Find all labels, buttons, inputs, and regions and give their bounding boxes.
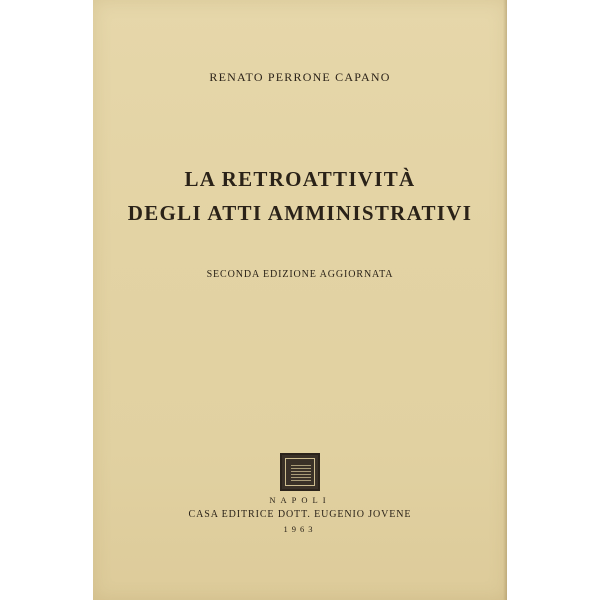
edition-note: SECONDA EDIZIONE AGGIORNATA xyxy=(206,269,394,280)
book-cover xyxy=(93,0,507,600)
title-line-2: DEGLI ATTI AMMINISTRATIVI xyxy=(127,201,473,225)
publication-year: 1963 xyxy=(283,524,317,534)
publisher-mark-engraving xyxy=(291,465,311,481)
publisher-mark-icon xyxy=(280,453,320,491)
publisher-city: NAPOLI xyxy=(269,495,331,505)
author-name: RENATO PERRONE CAPANO xyxy=(209,70,391,84)
title-line-1: LA RETROATTIVITÀ xyxy=(184,167,416,191)
publisher-name: CASA EDITRICE DOTT. EUGENIO JOVENE xyxy=(188,509,412,520)
publisher-mark-frame xyxy=(285,458,315,486)
